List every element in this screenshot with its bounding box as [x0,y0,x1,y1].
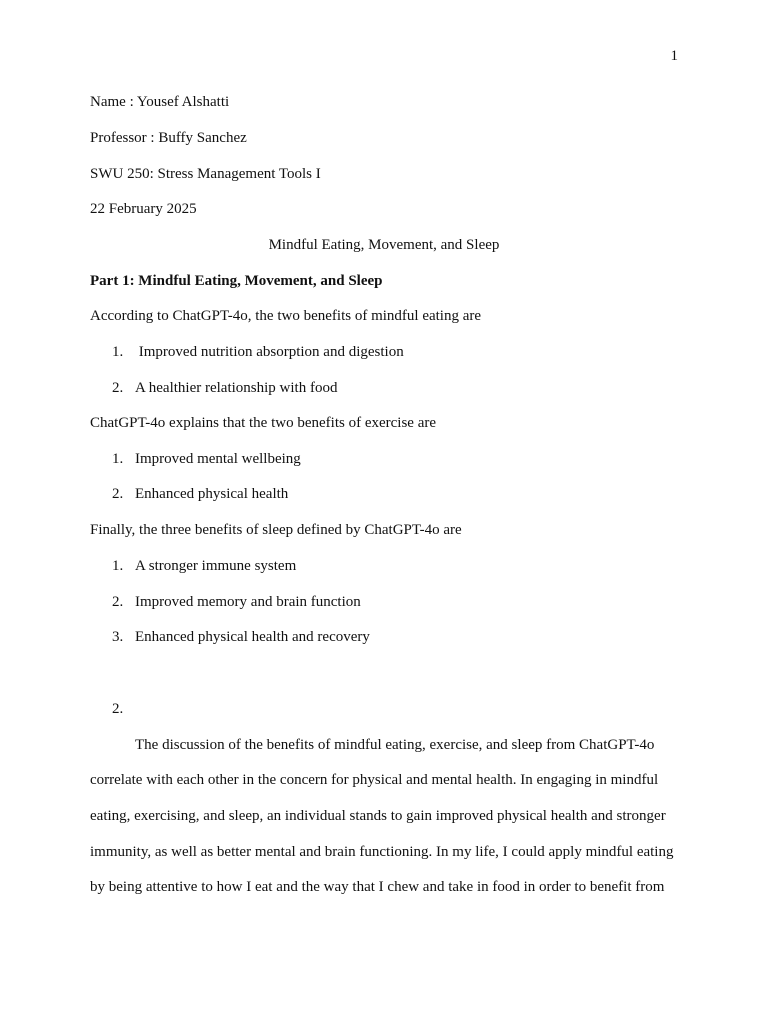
list-number: 1. [112,451,124,467]
eating-intro: According to ChatGPT-4o, the two benefits of mindful eating are [90,308,482,324]
professor-name: Professor : Buffy Sanchez [90,130,247,146]
course-name: SWU 250: Stress Management Tools I [90,166,321,182]
part1-heading: Part 1: Mindful Eating, Movement, and Sleep [90,273,383,289]
list-item [112,484,288,504]
list-number: 2. [112,486,124,502]
list-text: Enhanced physical health [135,486,289,502]
list-number: 2. [112,594,124,610]
list-number: 3. [112,629,124,645]
list-text: A stronger immune system [135,558,297,574]
list-item [112,342,404,362]
paragraph-line: eating, exercising, and sleep, an individual stands to gain improved physical health and stronger [90,808,666,824]
list-text: Improved nutrition absorption and digestion [135,344,404,360]
list-item [112,449,301,469]
list-item [112,378,337,398]
student-name: Name : Yousef Alshatti [90,94,230,110]
exercise-intro: ChatGPT-4o explains that the two benefits of exercise are [90,415,437,431]
list-number: 1. [112,344,124,360]
list-number: 1. [112,558,124,574]
paragraph-line: The discussion of the benefits of mindful eating, exercise, and sleep from ChatGPT-4o [135,737,655,753]
paragraph-line: correlate with each other in the concern for physical and mental health. In engaging in mindful [90,772,659,788]
list-item [112,627,370,647]
section2-number: 2. [112,701,124,717]
document-date: 22 February 2025 [90,201,197,217]
document-title: Mindful Eating, Movement, and Sleep [268,237,500,253]
list-item [112,592,361,612]
paragraph-line: by being attentive to how I eat and the way that I chew and take in food in order to benefit from [90,879,665,895]
page-number: 1 [670,48,678,64]
list-item [112,556,296,576]
paragraph-line: immunity, as well as better mental and brain functioning. In my life, I could apply mindful eating [90,844,674,860]
list-text: Improved memory and brain function [135,594,361,610]
list-text: Enhanced physical health and recovery [135,629,370,645]
list-text: A healthier relationship with food [135,380,338,396]
list-text: Improved mental wellbeing [135,451,301,467]
list-number: 2. [112,380,124,396]
sleep-intro: Finally, the three benefits of sleep defined by ChatGPT-4o are [90,522,462,538]
